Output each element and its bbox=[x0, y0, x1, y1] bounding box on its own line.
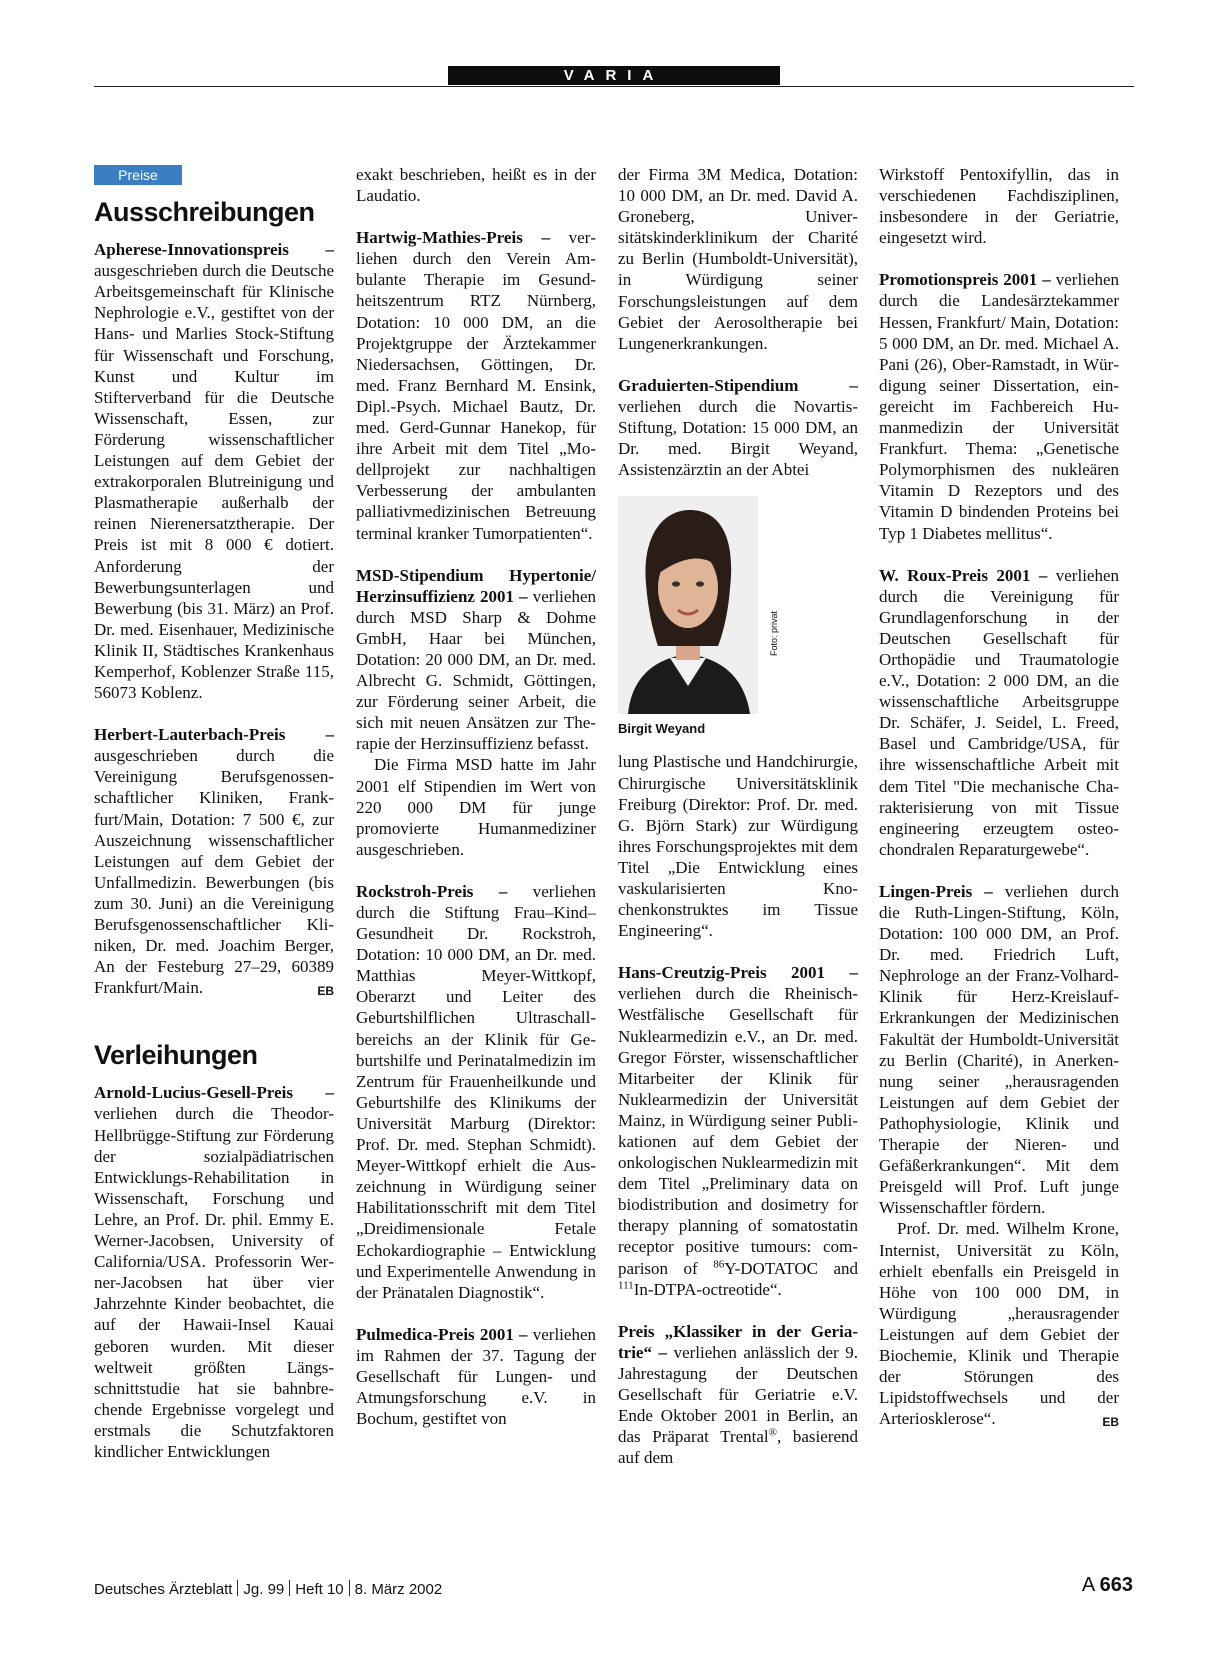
article-title: Preis „Klassiker in der Geriatrie“ – bbox=[618, 1321, 858, 1362]
article-body: Prof. Dr. med. Wilhelm Krone, Internist, Universität zu Köln, erhielt ebenfalls ein Preisgeld in Höhe von 100 000 DM, in Würdigung „herausragender Leistungen auf dem Gebiet der Biochemie, Klinik und Therapie der Störungen des Lipidstoffwechsels und der Arteriosklerose“. bbox=[879, 1219, 1119, 1429]
page-number bbox=[1082, 1574, 1133, 1597]
article-body: verliehen durch die Novartis-Stiftung, Dotation: 15 000 DM, an Dr. med. Birgit Weyand, Assistenzärztin an der Abtei bbox=[618, 396, 858, 480]
photo-credit: Foto: privat bbox=[769, 611, 779, 657]
journal-name: Deutsches Ärzteblatt bbox=[94, 1581, 233, 1598]
article-pulmedica bbox=[356, 1324, 596, 1429]
column-4 bbox=[879, 164, 1119, 1433]
article-title: Apherese-Innovationspreis – bbox=[94, 240, 334, 260]
photo-caption: Birgit Weyand bbox=[618, 721, 706, 737]
article-body: verliehen anlässlich der 9. Jahrestagung der Deutschen Gesellschaft für Geriatrie e.V. Ende Oktober 2001 in Berlin, an das Präparat Trental bbox=[618, 1342, 858, 1447]
heading-ausschreibungen: Ausschreibungen bbox=[94, 197, 315, 228]
category-tag: Preise bbox=[94, 165, 182, 185]
article-lingen bbox=[879, 881, 1119, 1219]
article-continuation: Wirkstoff Pentoxifyllin, das in verschiedenen Fachdisziplinen, insbesondere in der Geriatrie, eingesetzt wird. bbox=[879, 165, 1119, 248]
article-body: In-DTPA-octreotide“. bbox=[633, 1279, 782, 1299]
article-title: Pulmedica-Preis 2001 – bbox=[356, 1324, 528, 1344]
article-body: ausgeschrieben durch die Deutsche Arbeitsgemeinschaft für Klinische Nephrologie e.V., gestiftet von der Hans- und Marlies Stock-Stiftung für Wissenschaft und Forschung, Kunst und Kultur im Stifterverband für die Deutsche Wissenschaft, Essen, zur Förderung wissenschaftlicher Leistungen auf dem Gebiet der extrakorporalen Blutreinigung und Plasmatherapie außerhalb der reinen Nierenersatztherapie. Der Preis ist mit 8 000 € dotiert. Anforderung der Bewerbungsunterlagen und Bewerbung (bis 31. März) an Prof. Dr. med. Eisenhauer, Medizinische Klinik II, Städtisches Krankenhaus Kemperhof, Koblenzer Straße 115, 56073 Koblenz. bbox=[94, 261, 334, 703]
article-lauterbach bbox=[94, 724, 334, 998]
article-body: verliehen durch die Ruth-Lingen-Stiftung, Köln, Dotation: 100 000 DM, an Prof. Dr. med. Friedrich Luft, Nephrologe an der Franz-Volhard-Klinik für Herz-Kreislauf-Erkrankungen der Medizinischen Fakultät der Humboldt-Universität zu Berlin (Charité), in Anerkennung seiner „herausragenden Leistungen auf dem Gebiet der Pathophysiologie, Klinik und Therapie der Nieren- und Gefäßerkrankungen“. Mit dem Preisgeld will Prof. Luft junge Wissenschaftler fördern. bbox=[879, 881, 1120, 1218]
header-rule bbox=[94, 86, 1134, 87]
article-msd-cont: Die Firma MSD hatte im Jahr 2001 elf Stipendien im Wert von 220 000 DM für junge promovierte Humanmediziner ausgeschrieben. bbox=[356, 755, 596, 859]
journal-issue: Heft 10 bbox=[295, 1581, 344, 1598]
article-graduierten-cont: lung Plastische und Handchirurgie, Chirurgische Universitätsklinik Freiburg (Direktor: Prof. Dr. med. G. Björn Stark) zur Würdigung ihres Forschungsprojektes mit dem Titel „Die Entwicklung eines vaskularisierten Knochenkonstruktes im Tissue Engineering“. bbox=[618, 752, 858, 941]
heading-verleihungen: Verleihungen bbox=[94, 1040, 258, 1071]
article-title: Hartwig-Mathies-Preis – bbox=[356, 228, 550, 248]
article-title: Lingen-Preis – bbox=[879, 881, 993, 901]
article-lingen-cont bbox=[879, 1218, 1119, 1429]
column-3 bbox=[618, 164, 858, 1468]
article-body: verliehen im Rahmen der 37. Tagung der Gesellschaft für Lungen- und Atmungsforschung e.V. in Bochum, gestiftet von bbox=[356, 1324, 596, 1429]
article-apherese bbox=[94, 239, 334, 703]
article-body: , basierend auf dem bbox=[618, 1427, 858, 1468]
article-continuation: der Firma 3M Medica, Dotation: 10 000 DM, an Dr. med. David A. Groneberg, Universitätskinderklinikum der Charité zu Berlin (Humboldt-Universität), in Würdigung seiner Forschungsleistungen auf dem Gebiet der Aerosoltherapie bei Lungenerkrankungen. bbox=[618, 165, 858, 353]
portrait-photo bbox=[618, 496, 758, 714]
footer bbox=[94, 1580, 442, 1598]
article-body: verliehen durch die Vereinigung für Grundlagenforschung in der Deutschen Gesellschaft für Orthopädie und Traumatologie e.V., Dotation: 2 000 DM, an die wissenschaftliche Arbeitsgruppe Dr. Schäfer, J. Seidel, L. Freed, Basel und Cambridge/USA, für ihre wissenschaftliche Arbeit mit dem Titel "Die mechanische Charakterisierung von mit Tissue engineering erzeugtem osteochondralen Reparaturgewebe“. bbox=[879, 565, 1120, 859]
article-creutzig bbox=[618, 962, 858, 1300]
author-signature: EB bbox=[1102, 1415, 1119, 1430]
page-prefix: A bbox=[1081, 1574, 1095, 1596]
article-body: verliehen durch die Rheinisch-Westfälische Gesellschaft für Nuklearmedizin e.V., an Dr. med. Gregor Förster, wissenschaftlicher Mitarbeiter der Klinik für Nuklearmedizin der Universität Mainz, in Würdigung seiner Publikationen auf dem Gebiet der onkologischen Nuklearmedizin mit dem Titel „Preliminary data on biodistribution and dosimetry for therapy planning of somatostatin receptor positive tumours: comparison of bbox=[618, 984, 858, 1278]
article-roux bbox=[879, 565, 1119, 860]
article-continuation: exakt beschrieben, heißt es in der Laudatio. bbox=[356, 165, 596, 206]
portrait-figure bbox=[618, 496, 858, 739]
article-graduierten bbox=[618, 375, 858, 480]
article-body: verliehen durch MSD Sharp & Dohme GmbH, Haar bei München, Dotation: 20 000 DM, an Dr. med. Albrecht G. Schmidt, Göttingen, zur Förderung seiner Arbeit, die sich mit neuen Ansätzen zur Therapie der Herzinsuffizienz befasst. bbox=[356, 586, 596, 754]
isotope-superscript: 86 bbox=[713, 1257, 725, 1270]
journal-date: 8. März 2002 bbox=[354, 1581, 443, 1598]
article-title: Promotionspreis 2001 – bbox=[879, 270, 1051, 290]
article-klassiker bbox=[618, 1321, 858, 1469]
article-body: verliehen durch den Verein Ambulante Therapie im Gesundheitszentrum RTZ Nürnberg, Dotation: 10 000 DM, an die Projektgruppe der Ärztekammer Niedersachsen, Göttingen, Dr. med. Franz Bernhard M. Ensink, Dipl.-Psych. Michael Bautz, Dr. med. Gerd-Gunnar Hanekop, für ihre Arbeit mit dem Titel „Modellprojekt zur nachhaltigen Verbesserung der ambulanten palliativmedizinischen Betreuung terminal kranker Tumorpatienten“. bbox=[356, 228, 596, 543]
article-body: verliehen durch die Stiftung Frau–Kind–Gesundheit Dr. Rockstroh, Dotation: 10 000 DM, an Dr. med. Matthias Meyer-Wittkopf, Oberarzt und Leiter des Geburtshilflichen Ultraschallbereichs an der Klinik für Geburtshilfe und Perinatalmedizin im Zentrum für Frauenheilkunde und Geburtshilfe des Klinikums der Universität Marburg (Direktor: Prof. Dr. med. Stephan Schmidt). Meyer-Wittkopf erhielt die Auszeichnung in Würdigung seiner Habilitationsschrift mit dem Titel „Dreidimensionale Fetale Echokardiographie – Entwicklung und Experimentelle Anwendung in der Pränatalen Diagnostik“. bbox=[356, 881, 597, 1302]
article-title: Arnold-Lucius-Gesell-Preis – bbox=[94, 1083, 334, 1103]
footer-divider bbox=[289, 1580, 290, 1596]
page-number-value: 663 bbox=[1099, 1574, 1133, 1596]
article-rockstroh bbox=[356, 881, 596, 1303]
journal-volume: Jg. 99 bbox=[243, 1581, 285, 1598]
author-signature: EB bbox=[317, 984, 334, 999]
article-mathies bbox=[356, 227, 596, 543]
article-title: Graduierten-Stipendium – bbox=[618, 375, 858, 395]
isotope-superscript: 111 bbox=[618, 1279, 634, 1291]
registered-mark: ® bbox=[768, 1426, 778, 1439]
article-body: verliehen durch die Landesärztekammer Hessen, Frankfurt/ Main, Dotation: 5 000 DM, an Dr. med. Michael A. Pani (26), Ober-Ramstadt, in Würdigung seiner Dissertation, eingereicht im Fachbereich Humanmedizin der Universität Frankfurt. Thema: „Genetische Polymorphismen des nukleären Vitamin D Rezeptors und des Vitamin D bindenden Proteins bei Typ 1 Diabetes mellitus“. bbox=[879, 270, 1119, 543]
footer-divider bbox=[349, 1580, 350, 1596]
article-promotionspreis bbox=[879, 269, 1119, 543]
article-gesell bbox=[94, 1082, 334, 1462]
article-title: W. Roux-Preis 2001 – bbox=[879, 565, 1048, 585]
column-2 bbox=[356, 164, 596, 1429]
article-title: Hans-Creutzig-Preis 2001 – bbox=[618, 963, 858, 983]
footer-divider bbox=[237, 1580, 238, 1596]
article-title: Rockstroh-Preis – bbox=[356, 881, 508, 901]
portrait-image bbox=[618, 496, 758, 714]
article-title: MSD-Stipendium Hypertonie/ Herzinsuffizienz 2001 – bbox=[356, 565, 596, 606]
article-body: Y-DOTATOC and bbox=[724, 1258, 858, 1278]
article-body: verliehen durch die Theodor-Hellbrügge-Stiftung zur Förderung der sozialpädiatrischen Entwicklungs-Rehabilitation in Wissenschaft, Forschung und Lehre, an Prof. Dr. phil. Emmy E. Werner-Jacobsen, University of California/USA. Professorin Werner-Jacobsen hat über vier Jahrzehnte Kinder beobachtet, die auf der Hawaii-Insel Kauai geboren wurden. Mit dieser weltweit größten Längsschnittstudie hat sie bahnbrechende Ergebnisse vorgelegt und erstmals die Schutzfaktoren kindlicher Entwicklungen bbox=[94, 1104, 334, 1461]
section-label: VARIA bbox=[448, 66, 780, 85]
column-1 bbox=[94, 164, 334, 1462]
article-title: Herbert-Lauterbach-Preis – bbox=[94, 725, 334, 745]
article-body: ausgeschrieben durch die Vereinigung Berufsgenossenschaftlicher Kliniken, Frankfurt/Main, Dotation: 7 500 €, zur Auszeichnung wissenschaftlicher Leistungen auf dem Gebiet der Unfallmedizin. Bewerbungen (bis zum 30. Juni) an die Vereinigung Berufsgenossenschaftlicher Kliniken, Dr. med. Joachim Berger, An der Festeburg 27–29, 60389 Frankfurt/Main. bbox=[94, 746, 334, 998]
article-msd bbox=[356, 565, 596, 755]
